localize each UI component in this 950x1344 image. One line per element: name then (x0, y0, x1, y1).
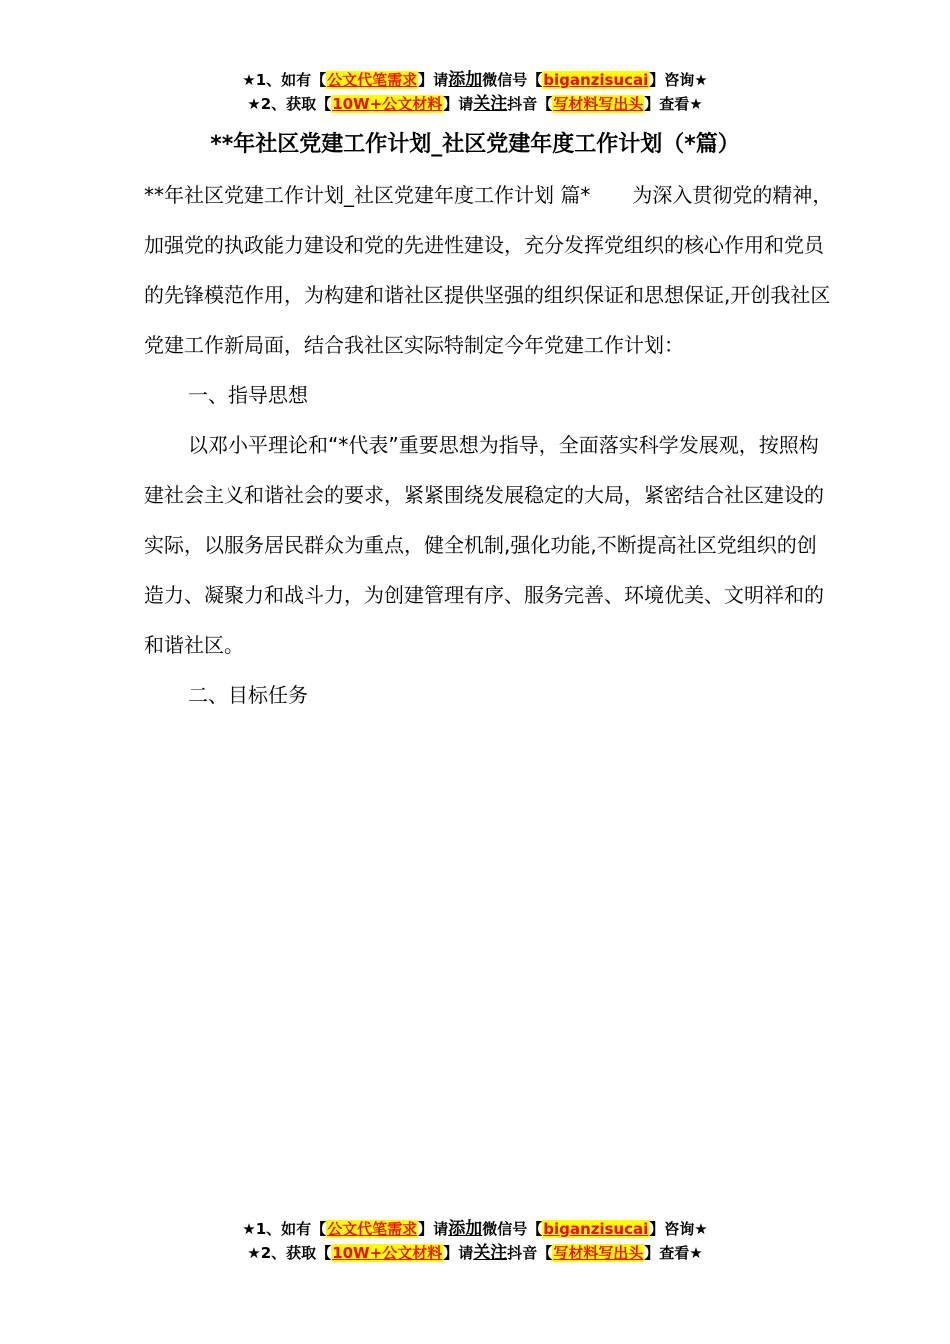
banner-highlight: 公文代笔需求 (327, 1220, 418, 1238)
banner-emphasis: 添加 (448, 70, 483, 90)
banner-text: 】查看★ (644, 95, 703, 113)
banner-text: 】咨询★ (649, 1220, 708, 1238)
bottom-banner (0, 1217, 950, 1265)
banner-text: 】请 (443, 1244, 474, 1262)
banner-text: 】咨询★ (649, 71, 708, 89)
document-body (144, 170, 834, 720)
wechat-id-highlight: biganzisucai (543, 1220, 649, 1238)
banner-line-2 (0, 92, 950, 116)
banner-text: 抖音【 (507, 1244, 553, 1262)
wechat-id-highlight: biganzisucai (543, 71, 649, 89)
banner-text: 】请 (418, 1220, 449, 1238)
banner-text: ★2、获取【 (247, 1244, 332, 1262)
banner-text: ★1、如有【 (242, 71, 327, 89)
banner-emphasis: 添加 (448, 1219, 483, 1239)
document-title: **年社区党建工作计划_社区党建年度工作计划（*篇） (210, 132, 740, 157)
banner-text: ★2、获取【 (247, 95, 332, 113)
banner-highlight: 10W+公文材料 (332, 1244, 443, 1262)
banner-line-2 (0, 1241, 950, 1265)
intro-reference: **年社区党建工作计划_社区党建年度工作计划 篇* (144, 183, 591, 207)
banner-line-1 (0, 1217, 950, 1241)
banner-highlight: 公文代笔需求 (327, 71, 418, 89)
banner-text: 】查看★ (644, 1244, 703, 1262)
section-paragraph-1: 以邓小平理论和“*代表”重要思想为指导，全面落实科学发展观，按照构建社会主义和谐社会的要求，紧紧围绕发展稳定的大局，紧密结合社区建设的实际，以服务居民群众为重点，健全机制,强化功能,不断提高社区党组织的创造力、凝聚力和战斗力，为创建管理有序、服务完善、环境优美、文明祥和的和谐社区。 (144, 433, 824, 657)
banner-emphasis: 关注 (473, 1243, 508, 1263)
douyin-id-highlight: 写材料写出头 (553, 95, 644, 113)
section-heading-2: 二、目标任务 (188, 683, 308, 707)
banner-emphasis: 关注 (473, 94, 508, 114)
section-heading-1: 一、指导思想 (188, 383, 308, 407)
banner-text: 微信号【 (482, 1220, 543, 1238)
intro-paragraph (144, 170, 834, 370)
banner-text: 微信号【 (482, 71, 543, 89)
banner-text: 抖音【 (507, 95, 553, 113)
banner-text: ★1、如有【 (242, 1220, 327, 1238)
top-banner (0, 68, 950, 116)
banner-line-1 (0, 68, 950, 92)
intro-text: 为深入贯彻党的精神，加强党的执政能力建设和党的先进性建设，充分发挥党组织的核心作用和党员的先锋模范作用，为构建和谐社区提供坚强的组织保证和思想保证,开创我社区党建工作新局面，结合我社区实际特制定今年党建工作计划： (144, 183, 833, 357)
douyin-id-highlight: 写材料写出头 (553, 1244, 644, 1262)
banner-text: 】请 (443, 95, 474, 113)
banner-text: 】请 (418, 71, 449, 89)
banner-highlight: 10W+公文材料 (332, 95, 443, 113)
